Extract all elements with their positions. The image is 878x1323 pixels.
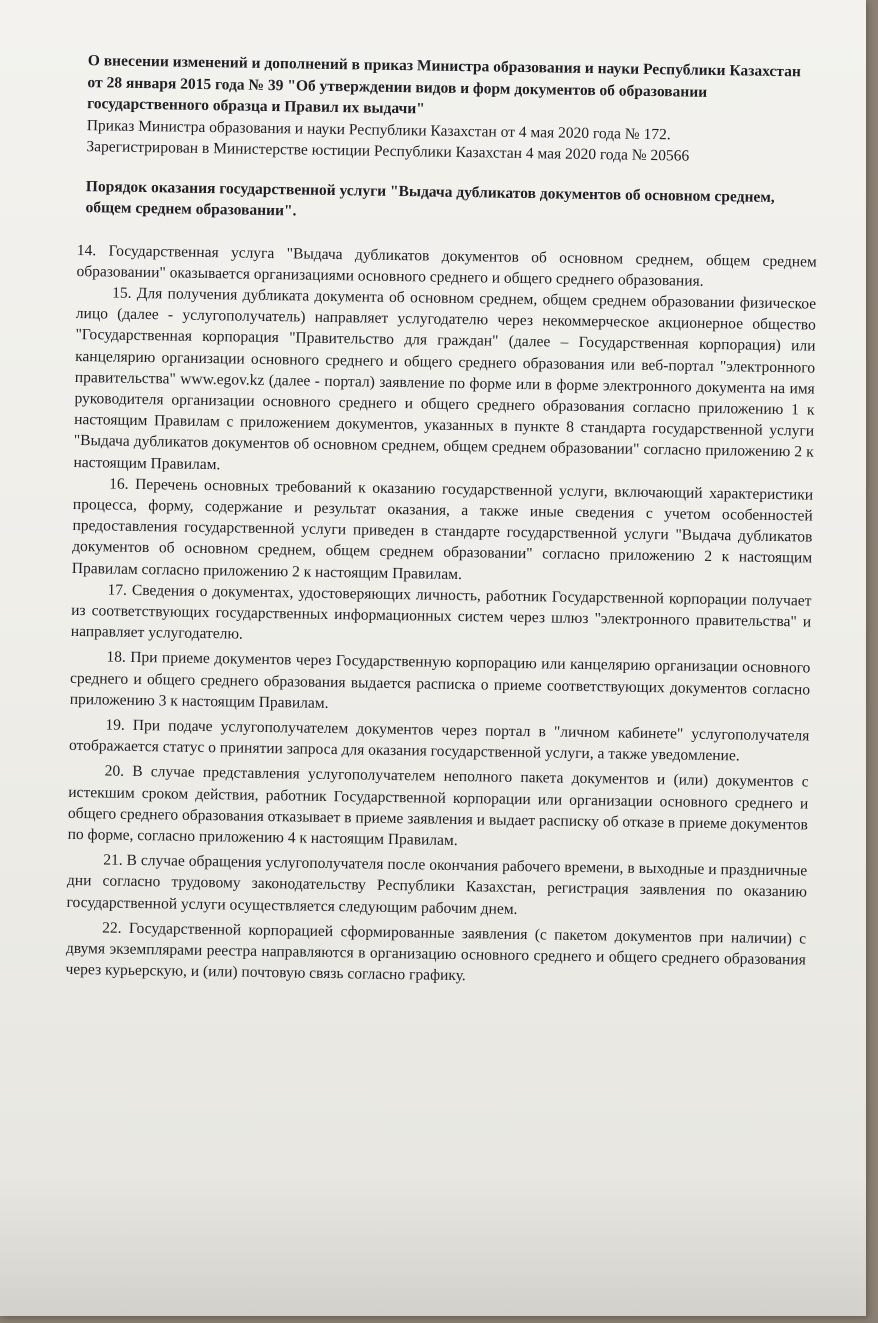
- paragraph-16: 16. Перечень основных требований к оказанию государственной услуги, включающий характеристики процесса, форму, содержание и результат оказания, а также иные сведения с учетом особенностей предоставления государственной услуги приведен в стандарте государственной услуги "Выдача дубликатов документов об основном среднем, общем среднем образовании" согласно приложению 2 к настоящим Правилам согласно приложению 2 к настоящим Правилам.: [71, 475, 814, 583]
- document-text: [65, 50, 820, 992]
- paragraph-15: 15. Для получения дубликата документа об основном среднем, общем среднем образовании физическое лицо (далее - услугополучатель) направляет услугодателю через некоммерческое акционерное общество "Государственная корпорация "Правительство для граждан" (далее – Государственная корпорация) или канцелярию организации основного среднего и общего среднего образования или веб-портал "электронного правительства" www.egov.kz (далее - портал) заявление по форме или в форме электронного документа на имя руководителя организации основного среднего и общего среднего образования согласно приложению 1 к настоящим Правилам с приложением документов, указанных в пункте 8 стандарта государственной услуги "Выдача дубликатов документов об основном среднем, общем среднем образовании" согласно приложению 2 к настоящим Правилам.: [73, 284, 817, 473]
- document-body: [65, 239, 817, 991]
- paragraph-14: 14. Государственная услуга "Выдача дубликатов документов об основном среднем, общем среднем образовании" оказывается организациями основного среднего и общего среднего образования.: [76, 241, 817, 290]
- paragraph-19: 19. При подаче услугополучателем документов через портал в "личном кабинете" услугополучателя отображается статус о принятии запроса для оказания государственной услуги, а также уведомление.: [68, 716, 810, 765]
- document-title: О внесении изменений и дополнений в приказ Министра образования и науки Республики Казахстан от 28 января 2015 года № 39 "Об утверждении видов и форм документов об образовании государственного образца и Правил их выдачи": [87, 52, 801, 118]
- paragraph-20: 20. В случае представления услугополучателем неполного пакета документов и (или) документов с истекшим сроком действия, работник Государственной корпорации или организации основного среднего и общего среднего образования отказывает в приеме заявления и выдает расписку об отказе в приеме документов по форме, согласно приложению 4 к настоящим Правилам.: [67, 762, 809, 850]
- paragraph-18: 18. При приеме документов через Государственную корпорацию или канцелярию организации основного среднего и общего среднего образования выдается расписка о приеме соответствующих документов согласно приложению 3 к настоящим Правилам.: [69, 648, 811, 712]
- document-header: [86, 50, 820, 169]
- order-line: Приказ Министра образования и науки Республики Казахстан от 4 мая 2020 года № 172.: [86, 116, 671, 143]
- paragraph-21: 21. В случае обращения услугополучателя после окончания рабочего времени, в выходные и праздничные дни согласно трудовому законодательству Республики Казахстан, регистрация заявления по оказанию государственной услуги осуществляется следующим рабочим днем.: [66, 851, 808, 918]
- registration-line: Зарегистрирован в Министерстве юстиции Республики Казахстан 4 мая 2020 года № 20566: [86, 138, 690, 165]
- section-title: Порядок оказания государственной услуги "Выдача дубликатов документов об основном среднем, общем среднем образовании".: [85, 177, 775, 219]
- paragraph-17: 17. Сведения о документах, удостоверяющих личность, работник Государственной корпорации получает из соответствующих государственных информационных систем через шлюз "электронного правительства" и направляет услугодателю.: [70, 581, 812, 643]
- paragraph-22: 22. Государственной корпорацией сформированные заявления (с пакетом документов при наличии) с двумя экземплярами реестра направляются в организацию основного среднего и общего среднего образования через курьерскую, и (или) почтовую связь согласно графику.: [65, 919, 807, 985]
